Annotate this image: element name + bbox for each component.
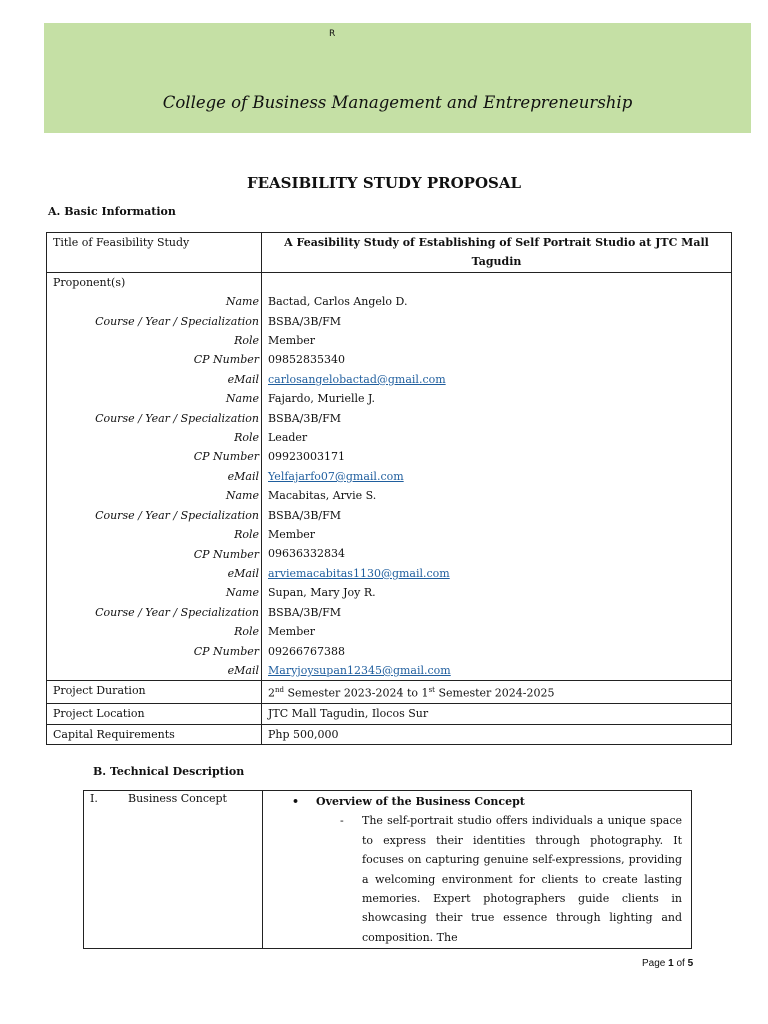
proponent-name-value: Fajardo, Murielle J.	[268, 392, 376, 406]
document-title: FEASIBILITY STUDY PROPOSAL	[246, 174, 522, 192]
concept-paragraph: The self-portrait studio offers individuals a unique space to express their identities through photography. It focuses on capturing genuine self-expressions, providing a welcoming environment for clients to create lasting memories. Expert photographers guide clients in showcasing their true essence through lighting and composition. The	[362, 814, 682, 944]
duration-part: Semester 2023-2024 to 1	[284, 687, 429, 700]
proponent-cp-value: 09923003171	[268, 450, 345, 464]
duration-sup: st	[428, 686, 435, 695]
proponent-name-label: Name	[225, 392, 259, 406]
proponent-email-link[interactable]: Maryjoysupan12345@gmail.com	[268, 663, 451, 677]
proponent-role-value: Member	[268, 334, 316, 348]
proponent-role-label: Role	[234, 431, 259, 445]
dash-marker: -	[340, 814, 344, 828]
project-location-label: Project Location	[47, 704, 262, 724]
proponent-course-label: Course / Year / Specialization	[95, 314, 259, 328]
proponent-course-value: BSBA/3B/FM	[268, 508, 342, 522]
business-concept-row	[84, 791, 692, 949]
capital-value: Php 500,000	[262, 724, 732, 744]
concept-paragraph-block	[264, 811, 690, 947]
proponent-name-value: Bactad, Carlos Angelo D.	[268, 295, 408, 309]
proponent-email-label: eMail	[227, 469, 259, 483]
proponent-cp-label: CP Number	[193, 547, 259, 561]
proponent-cp-label: CP Number	[193, 644, 259, 658]
item-number: I.	[90, 792, 98, 805]
proponent-cp-value: 09636332834	[268, 547, 345, 561]
study-title-label: Title of Feasibility Study	[47, 233, 262, 273]
basic-info-table	[46, 232, 732, 745]
bullet-heading-line	[264, 792, 690, 811]
proponent-role-label: Role	[234, 528, 259, 542]
project-location-row	[47, 704, 732, 724]
proponent-name-label: Name	[225, 586, 259, 600]
capital-row	[47, 724, 732, 744]
duration-part: Semester 2024-2025	[434, 687, 555, 700]
page-total: 5	[687, 958, 694, 969]
proponent-course-label: Course / Year / Specialization	[95, 411, 259, 425]
project-location-value: JTC Mall Tagudin, Ilocos Sur	[262, 704, 732, 724]
bullet-heading: Overview of the Business Concept	[316, 795, 525, 808]
proponent-field-labels	[53, 292, 259, 680]
proponent-cp-value: 09266767388	[268, 644, 345, 658]
proponent-role-value: Leader	[268, 431, 308, 445]
proponent-email-link[interactable]: Yelfajarfo07@gmail.com	[268, 469, 404, 483]
project-duration-row	[47, 681, 732, 704]
business-concept-content	[263, 791, 692, 949]
proponent-role-label: Role	[234, 625, 259, 639]
page-number	[642, 958, 693, 969]
of-word: of	[676, 958, 685, 969]
page-current: 1	[668, 958, 674, 969]
proponent-name-label: Name	[225, 489, 259, 503]
business-concept-cell	[84, 791, 263, 949]
proponent-role-label: Role	[234, 334, 259, 348]
proponent-name-label: Name	[225, 295, 259, 309]
proponent-email-label: eMail	[227, 663, 259, 677]
proponent-role-value: Member	[268, 528, 316, 542]
proponents-label: Proponent(s)	[53, 275, 126, 289]
proponents-values	[262, 272, 732, 681]
page-word: Page	[642, 958, 666, 969]
registered-mark: R	[329, 29, 336, 39]
proponent-role-value: Member	[268, 625, 316, 639]
college-banner	[44, 23, 751, 133]
college-name: College of Business Management and Entrepreneurship	[162, 93, 633, 112]
bullet-icon: •	[292, 795, 300, 808]
proponent-email-link[interactable]: carlosangelobactad@gmail.com	[268, 372, 446, 386]
item-label: Business Concept	[128, 792, 227, 805]
study-title-row	[47, 233, 732, 273]
project-duration-value	[262, 681, 732, 704]
proponent-name-value: Macabitas, Arvie S.	[268, 489, 377, 503]
proponent-name-value: Supan, Mary Joy R.	[268, 586, 376, 600]
proponents-row	[47, 272, 732, 681]
proponents-labels	[47, 272, 262, 681]
proponent-email-label: eMail	[227, 566, 259, 580]
proponent-cp-label: CP Number	[193, 353, 259, 367]
capital-label: Capital Requirements	[47, 724, 262, 744]
proponent-course-value: BSBA/3B/FM	[268, 605, 342, 619]
proponent-course-value: BSBA/3B/FM	[268, 411, 342, 425]
project-duration-label: Project Duration	[47, 681, 262, 704]
proponent-cp-value: 09852835340	[268, 353, 345, 367]
duration-part: 2	[268, 687, 275, 700]
proponent-course-label: Course / Year / Specialization	[95, 605, 259, 619]
proponent-email-link[interactable]: arviemacabitas1130@gmail.com	[268, 566, 450, 580]
duration-sup: nd	[275, 686, 284, 695]
proponent-email-label: eMail	[227, 372, 259, 386]
technical-description-table	[83, 790, 692, 949]
section-a-heading: A. Basic Information	[48, 205, 176, 218]
proponent-field-values	[268, 292, 725, 680]
section-b-heading: B. Technical Description	[93, 765, 245, 778]
proponent-course-label: Course / Year / Specialization	[95, 508, 259, 522]
study-title-value: A Feasibility Study of Establishing of Self Portrait Studio at JTC Mall Tagudin	[262, 233, 732, 273]
proponent-cp-label: CP Number	[193, 450, 259, 464]
proponent-course-value: BSBA/3B/FM	[268, 314, 342, 328]
